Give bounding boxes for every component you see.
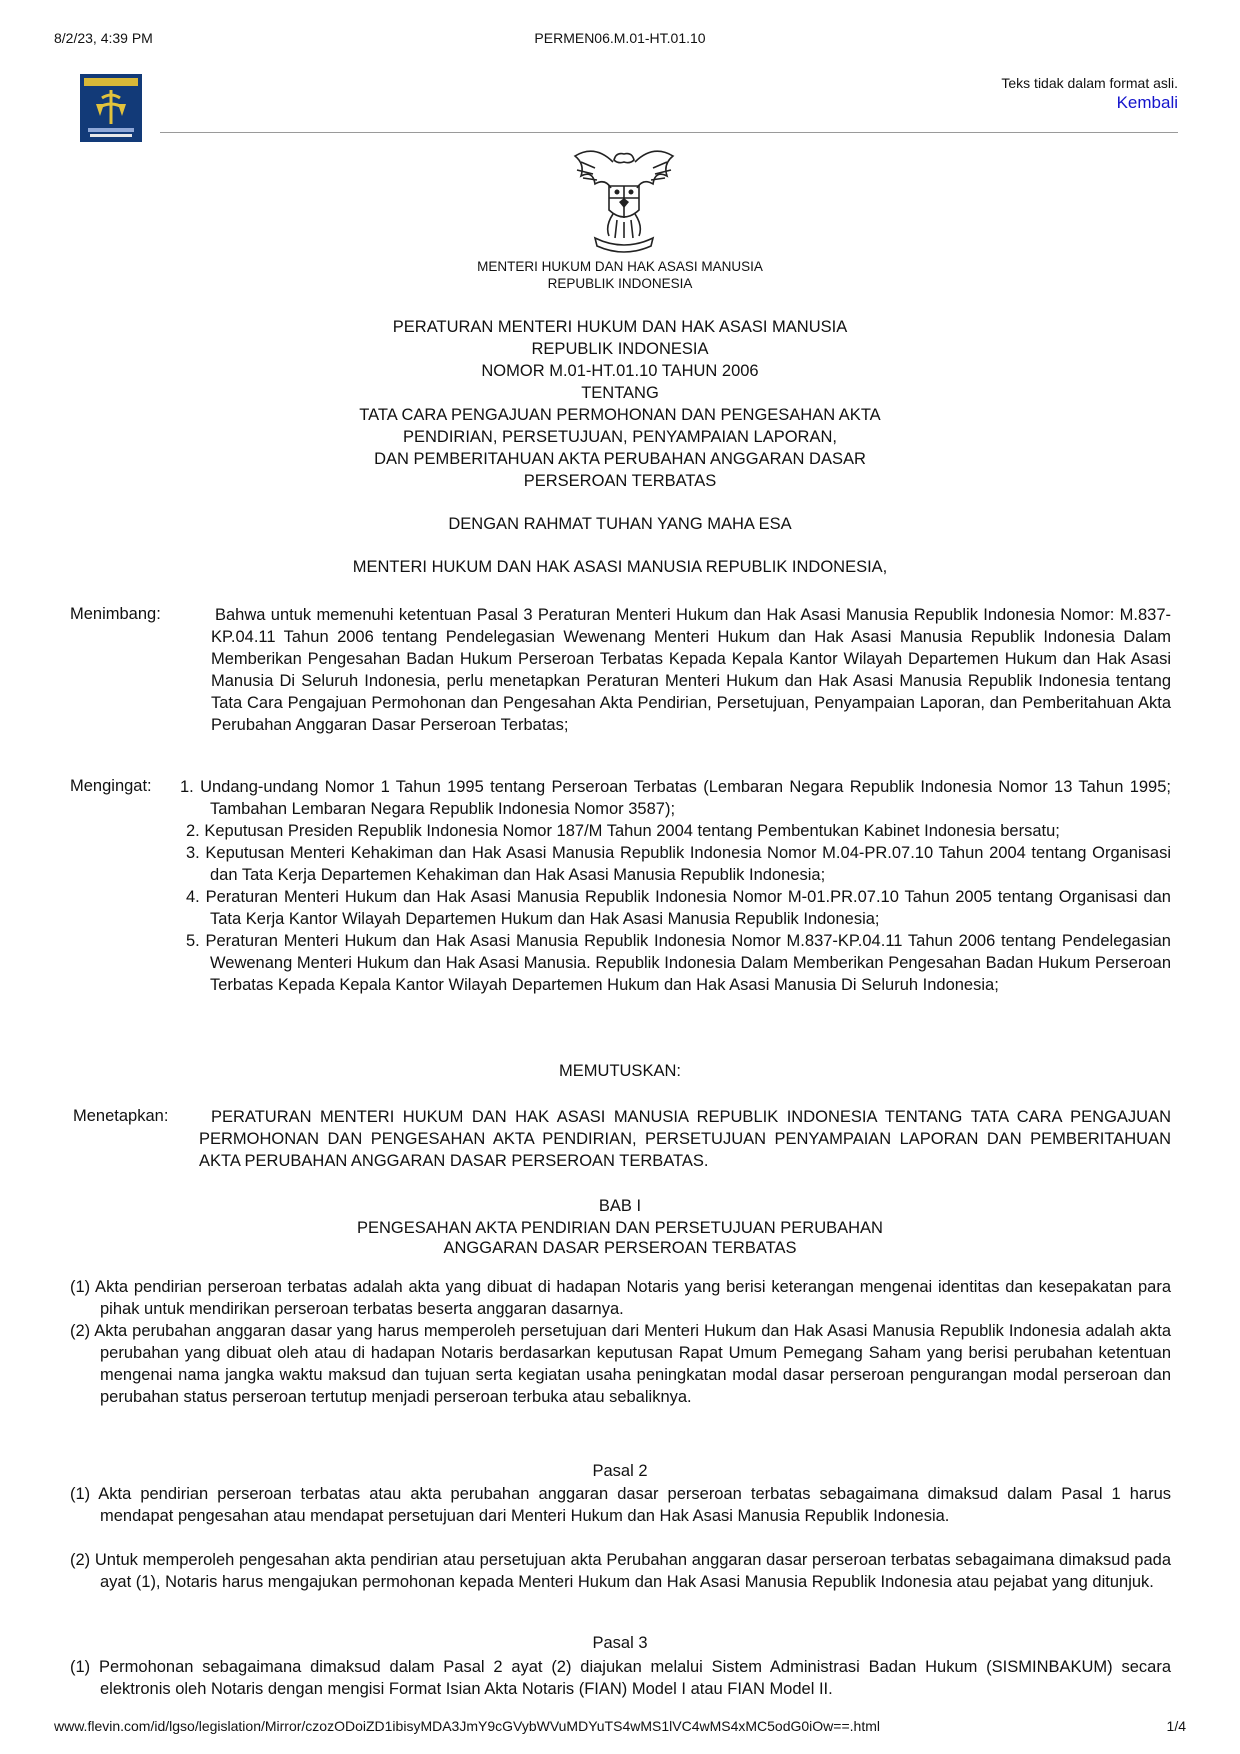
pasal2-para-1: (1) Akta pendirian perseroan terbatas atau akta perubahan anggaran dasar perseroan terbatas sebagaimana dimaksud dalam Pasal 1 harus mendapat pengesahan atau mendapat persetujuan dari Menteri Hukum dan Hak Asasi Manusia Republik Indonesia.: [70, 1485, 1171, 1525]
print-doc-title: PERMEN06.M.01-HT.01.10: [534, 30, 706, 46]
back-link[interactable]: Kembali: [1116, 93, 1178, 112]
list-item: 3. Keputusan Menteri Kehakiman dan Hak Asasi Manusia Republik Indonesia Nomor M.04-PR.07.10 Tahun 2004 tentang Organisasi dan Tata Kerja Departemen Kehakiman dan Hak Asasi Manusia Republik Indonesia;: [186, 844, 1171, 884]
menimbang-text: Bahwa untuk memenuhi ketentuan Pasal 3 Peraturan Menteri Hukum dan Hak Asasi Manusia Republik Indonesia Nomor: M.837-KP.04.11 Tahun 2006 tentang Pendelegasian Wewenang Menteri Hukum dan Hak Asasi Manusia Republik Indonesia Dalam Memberikan Pengesahan Badan Hukum Perseroan Terbatas Kepada Kepala Kantor Wilayah Departemen Hukum dan Hak Asasi Manusia Di Seluruh Indonesia, perlu menetapkan Peraturan Menteri Hukum dan Hak Asasi Manusia Republik Indonesia tentang Tata Cara Pengajuan Permohonan dan Pengesahan Akta Pendirian, Persetujuan, Penyampaian Laporan, dan Pemberitahuan Akta Perubahan Anggaran Dasar Perseroan Terbatas;: [211, 606, 1171, 734]
menetapkan-text: PERATURAN MENTERI HUKUM DAN HAK ASASI MANUSIA REPUBLIK INDONESIA TENTANG TATA CARA PENGAJUAN PERMOHONAN DAN PENGESAHAN AKTA PENDIRIAN, PERSETUJUAN PENYAMPAIAN LAPORAN DAN PEMBERITAHUAN AKTA PERUBAHAN ANGGARAN DASAR PERSEROAN TERBATAS.: [199, 1108, 1171, 1170]
memutuskan-heading: MEMUTUSKAN:: [559, 1062, 681, 1080]
mengingat-list: [180, 776, 1171, 996]
mengingat-label: Mengingat:: [70, 777, 152, 795]
pengayoman-logo: [80, 74, 142, 142]
menimbang-label: Menimbang:: [70, 605, 161, 623]
bab-heading: BAB I PENGESAHAN AKTA PENDIRIAN DAN PERSETUJUAN PERUBAHAN ANGGARAN DASAR PERSEROAN TERBATAS: [357, 1197, 883, 1257]
rahmat-line: DENGAN RAHMAT TUHAN YANG MAHA ESA: [448, 515, 792, 533]
pasal-2-heading: Pasal 2: [592, 1462, 648, 1480]
list-item: 4. Peraturan Menteri Hukum dan Hak Asasi Manusia Republik Indonesia Nomor M-01.PR.07.10 Tahun 2005 tentang Organisasi dan Tata Kerja Kantor Wilayah Departemen Hukum dan Hak Asasi Manusia Republik Indonesia;: [186, 888, 1171, 928]
pasal2-para-2: (2) Untuk memperoleh pengesahan akta pendirian atau persetujuan akta Perubahan anggaran dasar perseroan terbatas sebagaimana dimaksud pada ayat (1), Notaris harus mengajukan permohonan kepada Menteri Hukum dan Hak Asasi Manusia Republik Indonesia atau pejabat yang ditunjuk.: [70, 1551, 1171, 1591]
bab1-para-1: (1) Akta pendirian perseroan terbatas adalah akta yang dibuat di hadapan Notaris yang berisi keterangan mengenai identitas dan kesepakatan para pihak untuk mendirikan perseroan terbatas beserta anggaran dasarnya.: [70, 1278, 1171, 1318]
page-number: 1/4: [1166, 1718, 1186, 1734]
garuda-emblem: [565, 140, 683, 258]
menetapkan-label: Menetapkan:: [73, 1107, 169, 1125]
format-note: Teks tidak dalam format asli.: [1001, 75, 1178, 91]
list-item: 1. Undang-undang Nomor 1 Tahun 1995 tentang Perseroan Terbatas (Lembaran Negara Republik Indonesia Nomor 13 Tahun 1995; Tambahan Lembaran Negara Republik Indonesia Nomor 3587);: [180, 778, 1171, 818]
menteri-line: MENTERI HUKUM DAN HAK ASASI MANUSIA REPUBLIK INDONESIA,: [352, 558, 888, 576]
regulation-title: PERATURAN MENTERI HUKUM DAN HAK ASASI MANUSIA REPUBLIK INDONESIA NOMOR M.01-HT.01.10 TAHUN 2006 TENTANG TATA CARA PENGAJUAN PERMOHONAN DAN PENGESAHAN AKTA PENDIRIAN, PERSETUJUAN, PENYAMPAIAN LAPORAN, DAN PEMBERITAHUAN AKTA PERUBAHAN ANGGARAN DASAR PERSEROAN TERBATAS: [359, 318, 881, 490]
pasal-3-heading: Pasal 3: [592, 1634, 648, 1652]
header-divider: [160, 132, 1178, 133]
pasal3-para-1: (1) Permohonan sebagaimana dimaksud dalam Pasal 2 ayat (2) diajukan melalui Sistem Administrasi Badan Hukum (SISMINBAKUM) secara elektronis oleh Notaris dengan mengisi Format Isian Akta Notaris (FIAN) Model I atau FIAN Model II.: [70, 1658, 1171, 1698]
ministry-heading: MENTERI HUKUM DAN HAK ASASI MANUSIA REPUBLIK INDONESIA: [477, 259, 763, 291]
print-url: www.flevin.com/id/lgso/legislation/Mirror/czozODoiZD1ibisyMDA3JmY9cGVybWVuMDYuTS4wMS1lVC4wMS4xMC5odG0iOw==.html: [54, 1718, 880, 1734]
bab1-para-2: (2) Akta perubahan anggaran dasar yang harus memperoleh persetujuan dari Menteri Hukum dan Hak Asasi Manusia Republik Indonesia adalah akta perubahan yang dibuat oleh atau di hadapan Notaris berdasarkan keputusan Rapat Umum Pemegang Saham yang berisi perubahan ketentuan mengenai nama jangka waktu maksud dan tujuan serta kegiatan usaha peningkatan modal dasar perseroan pengurangan modal perseroan dan perubahan status perseroan tertutup menjadi perseroan terbuka atau sebaliknya.: [70, 1322, 1171, 1406]
list-item: 2. Keputusan Presiden Republik Indonesia Nomor 187/M Tahun 2004 tentang Pembentukan Kabinet Indonesia bersatu;: [186, 822, 1060, 840]
list-item: 5. Peraturan Menteri Hukum dan Hak Asasi Manusia Republik Indonesia Nomor M.837-KP.04.11 Tahun 2006 tentang Pendelegasian Wewenang Menteri Hukum dan Hak Asasi Manusia. Republik Indonesia Dalam Memberikan Pengesahan Badan Hukum Perseroan Terbatas Kepada Kepala Kantor Wilayah Departemen Hukum dan Hak Asasi Manusia Di Seluruh Indonesia;: [186, 932, 1171, 994]
print-date: 8/2/23, 4:39 PM: [54, 30, 153, 46]
